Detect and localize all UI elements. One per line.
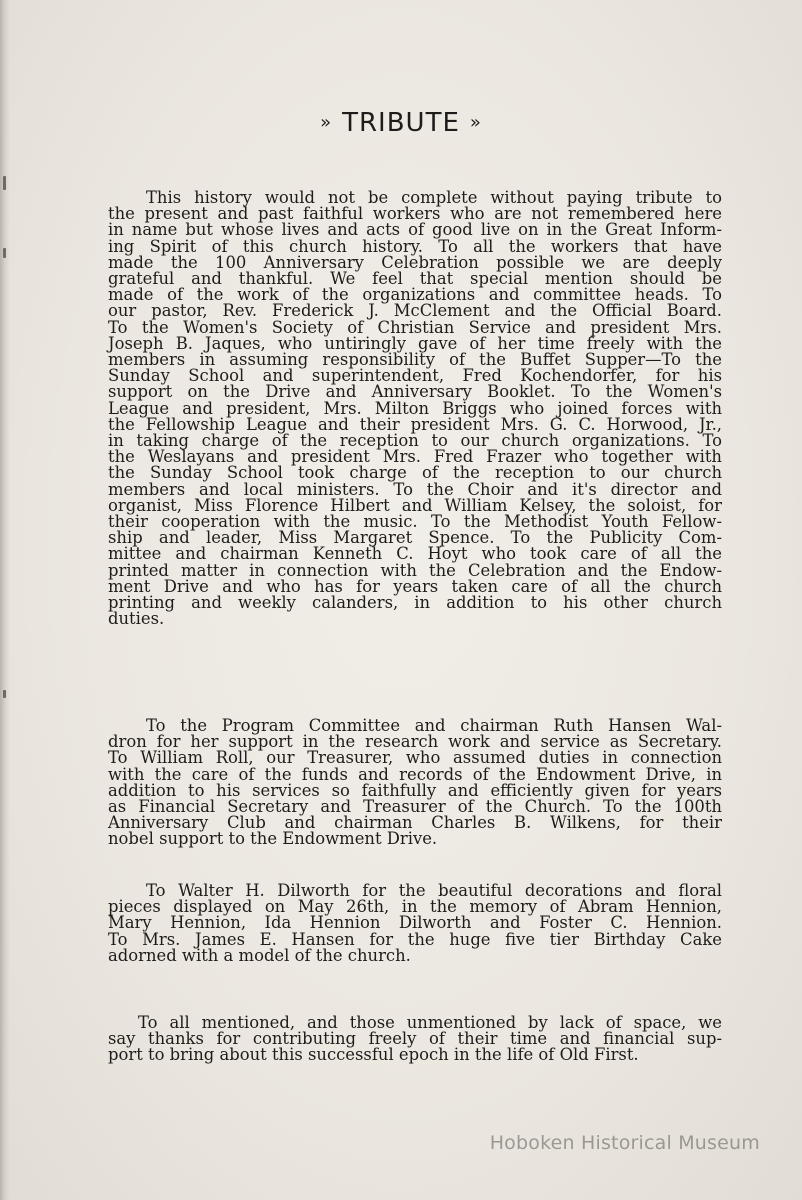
text-line: duties. xyxy=(108,609,165,629)
text-line: League and president, Mrs. Milton Briggs who joined forces with xyxy=(108,398,722,418)
text-line: in name but whose lives and acts of good live on in the Great Inform- xyxy=(108,220,722,240)
text-line: our pastor, Rev. Frederick J. McClement and the Official Board. xyxy=(108,301,722,321)
title-text: TRIBUTE xyxy=(342,108,460,138)
text-line: port to bring about this successful epoch in the life of Old First. xyxy=(108,1045,639,1065)
text-line: nobel support to the Endowment Drive. xyxy=(108,829,438,849)
paragraph-decorations xyxy=(108,883,722,964)
paragraph-closing-thanks xyxy=(108,1015,722,1064)
text-line: dron for her support in the research work and service as Secretary. xyxy=(108,732,722,752)
title-quote-left: » xyxy=(320,112,333,133)
binding-mark xyxy=(3,248,6,258)
paragraph-workers-tribute xyxy=(108,190,722,627)
text-line: addition to his services so faithfully and efficiently given for years xyxy=(108,780,722,800)
text-line: in taking charge of the reception to our church organizations. To xyxy=(108,431,722,451)
text-line: the Sunday School took charge of the reception to our church xyxy=(108,463,722,483)
text-line: To all mentioned, and those unmentioned by lack of space, we xyxy=(138,1013,722,1032)
text-line: To the Program Committee and chairman Ruth Hansen Wal- xyxy=(146,716,722,735)
text-line: made of the work of the organizations and committee heads. To xyxy=(108,285,722,305)
text-line: with the care of the funds and records of the Endowment Drive, in xyxy=(108,764,722,784)
text-line: ing Spirit of this church history. To all the workers that have xyxy=(108,236,722,256)
text-line: organist, Miss Florence Hilbert and William Kelsey, the soloist, for xyxy=(108,495,722,515)
text-line: made the 100 Anniversary Celebration possible we are deeply xyxy=(108,252,722,272)
text-line: members in assuming responsibility of the Buffet Supper—To the xyxy=(108,350,722,370)
text-line: the Fellowship League and their president Mrs. G. C. Horwood, Jr., xyxy=(108,414,722,434)
text-line: pieces displayed on May 26th, in the memory of Abram Hennion, xyxy=(108,897,722,917)
text-line: as Financial Secretary and Treasurer of the Church. To the 100th xyxy=(108,797,722,817)
text-line: This history would not be complete without paying tribute to xyxy=(146,188,722,207)
text-line: grateful and thankful. We feel that special mention should be xyxy=(108,269,722,289)
text-line: To William Roll, our Treasurer, who assumed duties in connection xyxy=(108,748,722,768)
text-line: Mary Hennion, Ida Hennion Dilworth and Foster C. Hennion. xyxy=(108,913,722,933)
text-line: Joseph B. Jaques, who untiringly gave of her time freely with the xyxy=(108,333,722,353)
text-line: adorned with a model of the church. xyxy=(108,945,411,965)
text-line: printing and weekly calanders, in addition to his other church xyxy=(108,593,722,613)
museum-watermark: Hoboken Historical Museum xyxy=(489,1132,760,1154)
binding-mark xyxy=(3,690,6,698)
text-line: say thanks for contributing freely of their time and financial sup- xyxy=(108,1029,722,1049)
title-quote-right: » xyxy=(469,112,482,133)
text-line: Anniversary Club and chairman Charles B. Wilkens, for their xyxy=(108,813,722,833)
text-line: printed matter in connection with the Celebration and the Endow- xyxy=(108,560,722,580)
text-line: mittee and chairman Kenneth C. Hoyt who took care of all the xyxy=(108,544,722,564)
text-line: Sunday School and superintendent, Fred Kochendorfer, for his xyxy=(108,366,722,386)
text-line: support on the Drive and Anniversary Booklet. To the Women's xyxy=(108,382,722,402)
text-line: To the Women's Society of Christian Service and president Mrs. xyxy=(108,317,722,337)
text-line: the Weslayans and president Mrs. Fred Frazer who together with xyxy=(108,447,722,467)
binding-mark xyxy=(3,176,6,190)
text-line: the present and past faithful workers who are not remembered here xyxy=(108,204,722,224)
paragraph-program-committee xyxy=(108,718,722,848)
text-line: members and local ministers. To the Choir and it's director and xyxy=(108,479,722,499)
page-title xyxy=(0,108,802,138)
text-line: To Mrs. James E. Hansen for the huge five tier Birthday Cake xyxy=(108,929,722,949)
text-line: ment Drive and who has for years taken care of all the church xyxy=(108,576,722,596)
text-line: their cooperation with the music. To the Methodist Youth Fellow- xyxy=(108,512,722,532)
text-line: To Walter H. Dilworth for the beautiful decorations and floral xyxy=(146,881,722,900)
text-line: ship and leader, Miss Margaret Spence. To the Publicity Com- xyxy=(108,528,722,548)
